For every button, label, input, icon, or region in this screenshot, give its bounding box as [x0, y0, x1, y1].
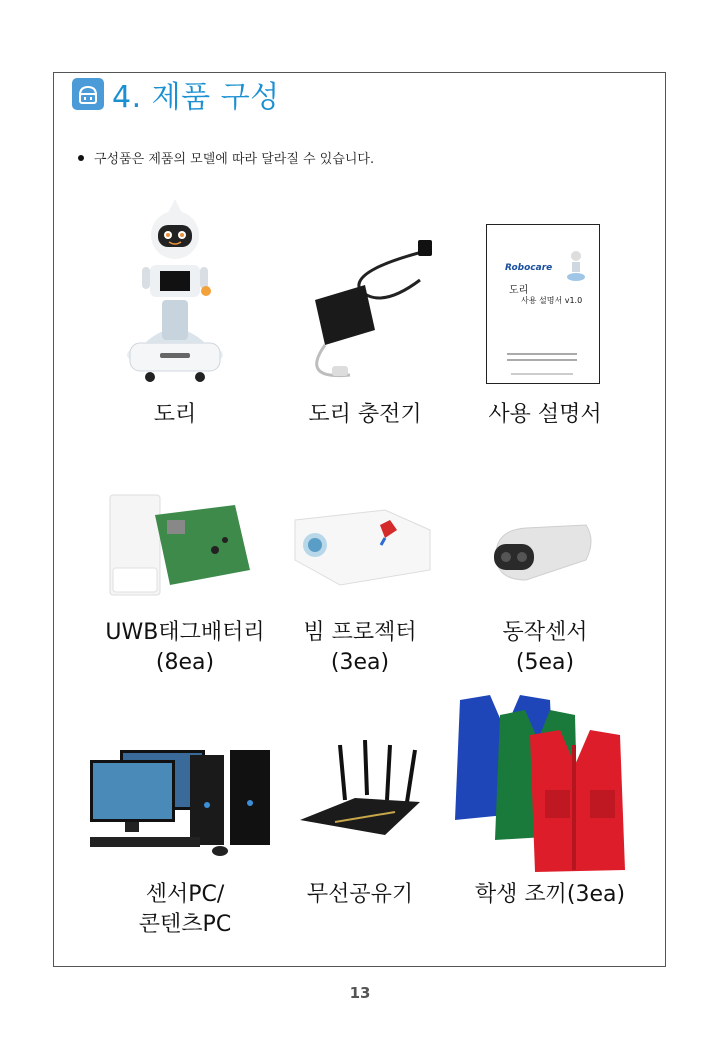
- manual-name: 도리: [509, 285, 529, 296]
- item-label-uwb: [95, 618, 275, 678]
- item-label-line2: (3ea): [330, 650, 390, 675]
- item-label-line: 무선공유기: [306, 882, 414, 907]
- vest-image: [450, 690, 640, 875]
- manual-subtitle: 사용 설명서 v1.0: [521, 296, 583, 305]
- manual-fine-print: [507, 359, 577, 361]
- motion-sensor-image: [486, 520, 598, 590]
- section-header: [72, 74, 280, 114]
- item-label-line: 도리: [153, 402, 197, 427]
- item-label-manual: [480, 400, 610, 430]
- page-number: 13: [349, 984, 371, 1002]
- dori-robot-image: [120, 195, 230, 385]
- manual-cover: [486, 224, 600, 384]
- item-label-line: 빔 프로젝터: [303, 620, 417, 645]
- bullet-icon: [78, 155, 84, 161]
- item-label-line: 동작센서: [502, 620, 588, 645]
- item-label-sensor: [480, 618, 610, 678]
- item-label-charger: [290, 400, 440, 430]
- router-image: [295, 740, 425, 840]
- item-label-pc: [105, 880, 265, 940]
- manual-image: [486, 224, 600, 384]
- page-title: 4. 제품 구성: [112, 80, 280, 115]
- item-label-line: UWB태그배터리: [105, 620, 265, 645]
- note-text: 구성품은 제품의 모델에 따라 달라질 수 있습니다.: [94, 152, 375, 167]
- robot-icon: [72, 78, 104, 110]
- item-label-line: 사용 설명서: [488, 402, 602, 427]
- item-label-line2: (5ea): [515, 650, 575, 675]
- item-label-line: 학생 조끼(3ea): [474, 882, 626, 907]
- manual-fine-print: [507, 353, 577, 355]
- item-label-line: 센서PC/: [145, 882, 225, 907]
- manual-fine-print: [511, 373, 573, 375]
- charger-image: [290, 230, 440, 390]
- projector-image: [285, 500, 435, 590]
- note-line: [78, 148, 374, 167]
- item-label-router: [290, 880, 430, 910]
- item-label-line: 도리 충전기: [308, 402, 422, 427]
- uwb-tag-battery-image: [105, 490, 255, 600]
- item-label-line2: 콘텐츠PC: [138, 912, 232, 937]
- manual-robot-icon: [565, 249, 587, 283]
- pc-image: [85, 745, 275, 860]
- item-label-dori: [115, 400, 235, 430]
- manual-brand: Robocare: [505, 263, 553, 273]
- item-label-vest: [460, 880, 640, 910]
- item-label-line2: (8ea): [155, 650, 215, 675]
- item-label-projector: [280, 618, 440, 678]
